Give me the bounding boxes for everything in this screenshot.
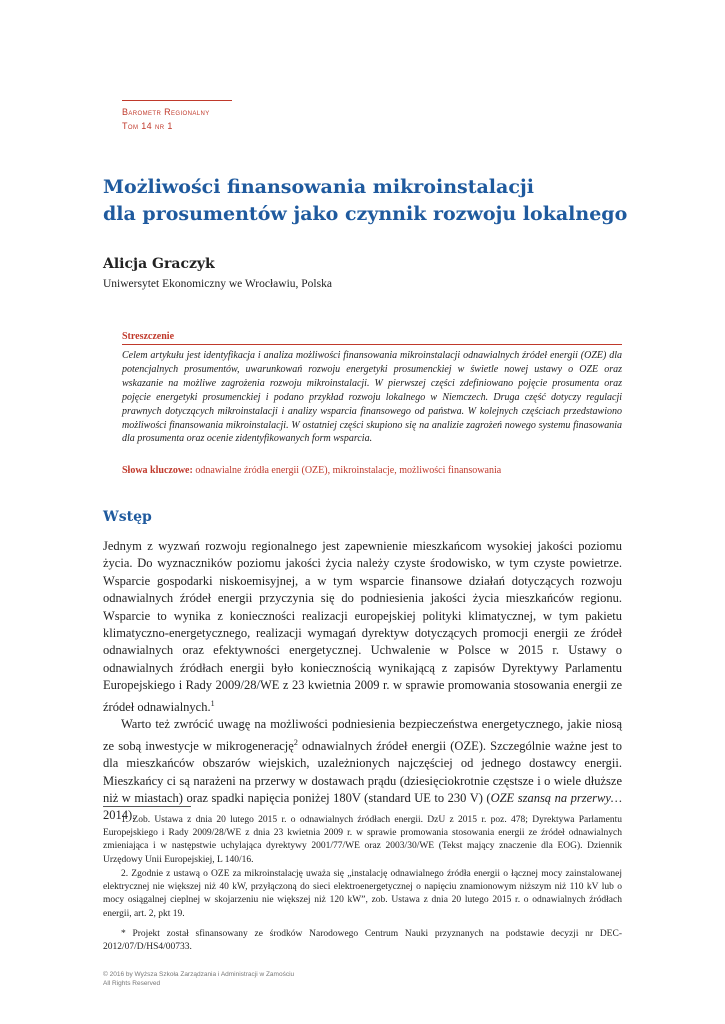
paragraph-1-text: Jednym z wyzwań rozwoju regionalnego jest zapewnienie mieszkańcom wysokiej jakości poziomu życia. Do wyznaczników poziomu jakości życia należy czyste środowisko, w tym czyste powietrze. Wsparcie gospodarki niskoemisyjnej, a w tym wsparcie finansowe działań dotyczących rozwoju odnawialnych źródeł energii przyczynia się do podniesienia jakości życia mieszkańców regionu. Wsparcie to wynika z konieczności realizacji europejskiej polityki klimatycznej, w tym pakietu klimatyczno-energetycznego, realizacji wymagań dyrektyw dotyczących promocji energii ze źródeł odnawialnych oraz efektywności energetycznej. Uchwalenie w Polsce w 2015 r. Ustawy o odnawialnych źródłach energii było koniecznością wynikającą z zapisów Dyrektywy Parlamentu Europejskiego i Rady 2009/28/WE z 23 kwietnia 2009 r. w sprawie promowania stosowania energii ze źródeł odnawialnych. (103, 539, 622, 714)
journal-header (122, 100, 232, 133)
article-title (103, 174, 643, 228)
footnote-project: * Projekt został sfinansowany ze środków Narodowego Centrum Nauki przyznanych na podstawie decyzji nr DEC-2012/07/D/HS4/00733. (103, 929, 622, 953)
abstract-heading: Streszczenie (122, 331, 622, 345)
journal-name: Barometr Regionalny (122, 107, 210, 117)
copyright-line-2: All Rights Reserved (103, 980, 161, 987)
paragraph-2-text-c: 2014). (103, 808, 136, 823)
footnote-2: 2. Zgodnie z ustawą o OZE za mikroinstalację uważa się „instalację odnawialnego źródła energii o łącznej mocy zainstalowanej elektrycznej nie większej niż 40 kW, przyłączoną do sieci elektroenergetycznej o napięciu znamionowym niższym niż 110 kV lub o mocy osiągalnej cieplnej w skojarzeniu nie większej niż 120 kW”, zob. Ustawa z dnia 20 lutego 2015 r. o odnawialnych źródłach energii, art. 2, pkt 19. (103, 869, 622, 919)
footnote-ref-2: 2 (293, 737, 298, 747)
section-title: Wstęp (103, 509, 152, 525)
abstract-text: Celem artykułu jest identyfikacja i analiza możliwości finansowania mikroinstalacji odnawialnych źródeł energii (OZE) dla potencjalnych prosumentów, uwarunkowań rozwoju energetyki prosumenckiej w świetle nowej ustawy o OZE oraz wskazanie na możliwe zagrożenia rozwoju mikroinstalacji. W pierwszej części zdefiniowano pojęcie prosumenta oraz pojęcie energetyki prosumenckiej i podano przykład rozwoju lokalnego w Niemczech. Druga część dotyczy regulacji prawnych dotyczących mikroinstalacji i analizy wsparcia finansowego od państwa. W kolejnych częściach przedstawiono możliwości finansowania mikroinstalacji. W ostatniej części skupiono się na analizie zagrożeń nowego systemu finasowania dla prosumenta oraz ocenie zidentyfikowanych form wsparcia. (122, 350, 622, 445)
paragraph-2 (103, 716, 622, 825)
keywords-text: odnawialne źródła energii (OZE), mikroinstalacje, możliwości finansowania (195, 465, 502, 476)
body-text (103, 538, 622, 825)
citation-italic: OZE szansą na przerwy… (490, 791, 622, 805)
journal-issue: Tom 14 nr 1 (122, 121, 173, 131)
paragraph-1 (103, 538, 622, 716)
paragraph-2-text-a: Warto też zwrócić uwagę na możliwości podniesienia bezpieczeństwa energetycznego, jakie niosą ze sobą inwestycje w mikrogenerację (103, 717, 622, 753)
keywords-label: Słowa kluczowe: (122, 465, 193, 476)
footnote-ref-1: 1 (210, 698, 215, 708)
author-affiliation: Uniwersytet Ekonomiczny we Wrocławiu, Polska (103, 278, 332, 290)
title-line-2: dla prosumentów jako czynnik rozwoju lokalnego (103, 203, 628, 225)
title-line-1: Możliwości finansowania mikroinstalacji (103, 176, 534, 198)
footnote-1: 1. Zob. Ustawa z dnia 20 lutego 2015 r. o odnawialnych źródłach energii. DzU z 2015 r. poz. 478; Dyrektywa Parlamentu Europejskiego i Rady 2009/28/WE z dnia 23 kwietnia 2009 r. w sprawie promowania stosowania energii ze źródeł odnawialnych zmieniająca i w następstwie uchylająca dyrektywy 2001/77/WE oraz 2003/30/WE (Tekst mający znaczenie dla EOG). Dziennik Urzędowy Unii Europejskiej, L 140/16. (103, 815, 622, 865)
keywords (122, 465, 622, 476)
copyright (103, 970, 294, 988)
author-name: Alicja Graczyk (103, 256, 215, 272)
paragraph-2-text-b: odnawialnych źródeł energii (OZE). Szczególnie ważne jest to dla mieszkańców obszarów wiejskich, uzależnionych najczęściej od jednego dostawcy energii. Mieszkańcy ci są narażeni na przerwy w dostawach prądu (dziesięciokrotnie częstsze i o wiele dłuższe niż w miastach) oraz spadki napięcia poniżej 180V (standard UE to 230 V) ( (103, 738, 622, 805)
copyright-line-1: © 2016 by Wyższa Szkoła Zarządzania i Administracji w Zamościu (103, 971, 295, 978)
footnote-divider (103, 806, 191, 807)
